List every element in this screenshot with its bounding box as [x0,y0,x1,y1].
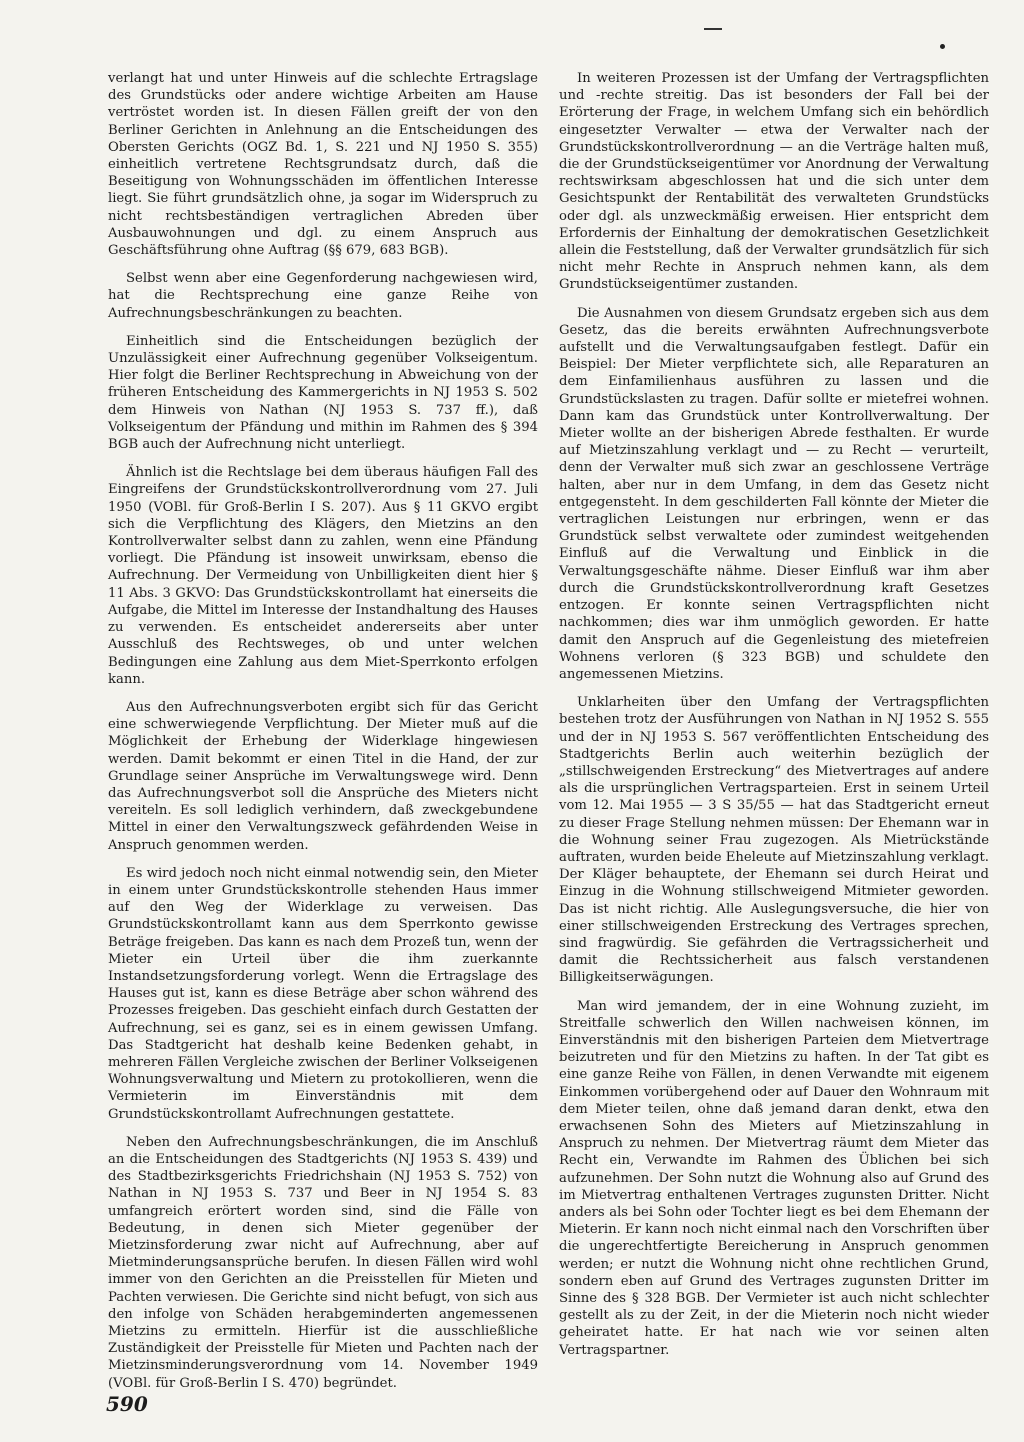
paragraph: Neben den Aufrechnungsbeschränkungen, die im Anschluß an die Entscheidungen des Stadtgerichts (NJ 1953 S. 439) und des Stadtbezirksgerichts Friedrichshain (NJ 1953 S. 752) von Nathan in NJ 1953 S. 737 und Beer in NJ 1954 S. 83 umfangreich erörtert worden sind, sind die Fälle von Bedeutung, in denen sich Mieter gegenüber der Mietzinsforderung zwar nicht auf Aufrechnung, aber auf Mietminderungsansprüche berufen. In diesen Fällen wird wohl immer von den Gerichten an die Preisstellen für Mieten und Pachten verwiesen. Die Gerichte sind nicht befugt, von sich aus den infolge von Schäden herabgeminderten angemessenen Mietzins zu ermitteln. Hierfür ist die ausschließliche Zuständigkeit der Preisstelle für Mieten und Pachten nach der Mietzinsminderungsverordnung vom 14. November 1949 (VOBl. für Groß-Berlin I S. 470) begründet. [108,1134,538,1391]
paragraph: Ähnlich ist die Rechtslage bei dem überaus häufigen Fall des Eingreifens der Grundstückskontrollverordnung vom 27. Juli 1950 (VOBl. für Groß-Berlin I S. 207). Aus § 11 GKVO ergibt sich die Verpflichtung des Klägers, den Mietzins an den Kontrollverwalter selbst dann zu zahlen, wenn eine Pfändung vorliegt. Die Pfändung ist insoweit unwirksam, ebenso die Aufrechnung. Der Vermeidung von Unbilligkeiten dient hier § 11 Abs. 3 GKVO: Das Grundstückskontrollamt hat einerseits die Aufgabe, die Mittel im Interesse der Instandhaltung des Hauses zu verwenden. Es entscheidet andererseits aber unter Ausschluß des Rechtsweges, ob und unter welchen Bedingungen eine Zahlung aus dem Miet-Sperrkonto erfolgen kann. [108,465,538,687]
paragraph: Aus den Aufrechnungsverboten ergibt sich für das Gericht eine schwerwiegende Verpflichtung. Der Mieter muß auf die Möglichkeit der Erhebung der Widerklage hingewiesen werden. Damit bekommt er einen Titel in die Hand, der zur Grundlage seiner Ansprüche im Verwaltungswege wird. Denn das Aufrechnungsverbot soll die Ansprüche des Mieters nicht vereiteln. Es soll lediglich verhindern, daß zweckgebundene Mittel in einer den Verwaltungszweck gefährdenden Weise in Anspruch genommen werden. [108,699,538,853]
paragraph: Einheitlich sind die Entscheidungen bezüglich der Unzulässigkeit einer Aufrechnung gegenüber Volkseigentum. Hier folgt die Berliner Rechtsprechung in Abweichung von der früheren Entscheidung des Kammergerichts in NJ 1953 S. 502 dem Hinweis von Nathan (NJ 1953 S. 737 ff.), daß Volkseigentum der Pfändung und mithin im Rahmen des § 394 BGB auch der Aufrechnung nicht unterliegt. [108,333,538,453]
right-column [559,70,989,1370]
paragraph: Die Ausnahmen von diesem Grundsatz ergeben sich aus dem Gesetz, das die bereits erwähnten Aufrechnungsverbote aufstellt und die Verwaltungsaufgaben festlegt. Dafür ein Beispiel: Der Mieter verpflichtete sich, alle Reparaturen an dem Einfamilienhaus ausführen zu lassen und die Grundstückslasten zu tragen. Dafür sollte er mietefrei wohnen. Dann kam das Grundstück unter Kontrollverwaltung. Der Mieter wollte an der bisherigen Abrede festhalten. Er wurde auf Mietzinszahlung verklagt und — zu Recht — verurteilt, denn der Verwalter muß sich zwar an geschlossene Verträge halten, aber nur in dem Umfang, in dem das Gesetz nicht entgegensteht. In dem geschilderten Fall könnte der Mieter die vertraglichen Leistungen nur erbringen, wenn er das Grundstück selbst verwaltete oder zumindest weitgehenden Einfluß auf die Verwaltung und Einblick in die Verwaltungsgeschäfte nähme. Dieser Einfluß war ihm aber durch die Grundstückskontrollverordnung kraft Gesetzes entzogen. Er konnte seinen Vertragspflichten nicht nachkommen; dies war ihm unmöglich geworden. Er hatte damit den Anspruch auf die Gegenleistung des mietefreien Wohnens verloren (§ 323 BGB) und schuldete den angemessenen Mietzins. [559,305,989,682]
page-mark-dot [940,44,945,49]
page-mark-dash [704,28,722,30]
paragraph: Es wird jedoch noch nicht einmal notwendig sein, den Mieter in einem unter Grundstückskontrolle stehenden Haus immer auf den Weg der Widerklage zu verweisen. Das Grundstückskontrollamt kann aus dem Sperrkonto gewisse Beträge freigeben. Das kann es nach dem Prozeß tun, wenn der Mieter ein Urteil über die ihm zuerkannte Instandsetzungsforderung vorlegt. Wenn die Ertragslage des Hauses gut ist, kann es diese Beträge aber schon während des Prozesses freigeben. Das geschieht einfach durch Gestatten der Aufrechnung, sei es ganz, sei es in einem gewissen Umfang. Das Stadtgericht hat deshalb keine Bedenken gehabt, in mehreren Fällen Vergleiche zwischen der Berliner Volkseigenen Wohnungsverwaltung und Mietern zu protokollieren, wenn die Vermieterin im Einverständnis mit dem Grundstückskontrollamt Aufrechnungen gestattete. [108,865,538,1122]
paragraph: In weiteren Prozessen ist der Umfang der Vertragspflichten und -rechte streitig. Das ist besonders der Fall bei der Erörterung der Frage, in welchem Umfang sich ein behördlich eingesetzter Verwalter — etwa der Verwalter nach der Grundstückskontrollverordnung — an die Verträge halten muß, die der Grundstückseigentümer vor Anordnung der Verwaltung rechtswirksam abgeschlossen hat und die sich unter dem Gesichtspunkt der Rentabilität des verwalteten Grundstücks oder dgl. als unzweckmäßig erweisen. Hier entspricht dem Erfordernis der Einhaltung der demokratischen Gesetzlichkeit allein die Feststellung, daß der Verwalter grundsätzlich für sich nicht mehr Rechte in Anspruch nehmen kann, als dem Grundstückseigentümer zustanden. [559,71,989,293]
page-number: 590 [106,1392,148,1416]
paragraph: Unklarheiten über den Umfang der Vertragspflichten bestehen trotz der Ausführungen von Nathan in NJ 1952 S. 555 und der in NJ 1953 S. 567 veröffentlichten Entscheidung des Stadtgerichts Berlin auch weiterhin bezüglich der „stillschweigenden Erstreckung“ des Mietvertrages auf andere als die ursprünglichen Vertragsparteien. Erst in seinem Urteil vom 12. Mai 1955 — 3 S 35/55 — hat das Stadtgericht erneut zu dieser Frage Stellung nehmen müssen: Der Ehemann war in die Wohnung seiner Frau zugezogen. Als Mietrückstände auftraten, wurden beide Eheleute auf Mietzinszahlung verklagt. Der Kläger behauptete, der Ehemann sei durch Heirat und Einzug in die Wohnung stillschweigend Mitmieter geworden. Das ist nicht richtig. Alle Auslegungsversuche, die hier von einer stillschweigenden Erstreckung des Vertrages sprechen, sind fragwürdig. Sie gefährden die Vertragssicherheit und damit die Rechtssicherheit aus falsch verstandenen Billigkeitserwägungen. [559,695,989,986]
paragraph: Selbst wenn aber eine Gegenforderung nachgewiesen wird, hat die Rechtsprechung eine ganze Reihe von Aufrechnungsbeschränkungen zu beachten. [108,271,538,321]
paragraph: Man wird jemandem, der in eine Wohnung zuzieht, im Streitfalle schwerlich den Willen nachweisen können, im Einverständnis mit den bisherigen Parteien dem Mietvertrage beizutreten und für den Mietzins zu haften. In der Tat gibt es eine ganze Reihe von Fällen, in denen Verwandte mit eigenem Einkommen vorübergehend oder auf Dauer den Wohnraum mit dem Mieter teilen, ohne daß jemand daran denkt, etwa den erwachsenen Sohn des Mieters auf Mietzinszahlung in Anspruch zu nehmen. Der Mietvertrag räumt dem Mieter das Recht ein, Verwandte im Rahmen des Üblichen bei sich aufzunehmen. Der Sohn nutzt die Wohnung also auf Grund des im Mietvertrag enthaltenen Vertrages zugunsten Dritter. Nicht anders als bei Sohn oder Tochter liegt es bei dem Ehemann der Mieterin. Er kann noch nicht einmal nach den Vorschriften über die ungerechtfertigte Bereicherung in Anspruch genommen werden; er nutzt die Wohnung nicht ohne rechtlichen Grund, sondern eben auf Grund des Vertrages zugunsten Dritter im Sinne des § 328 BGB. Der Vermieter ist auch nicht schlechter gestellt als zu der Zeit, in der die Mieterin noch nicht wieder geheiratet hatte. Er hat nach wie vor seinen alten Vertragspartner. [559,998,989,1358]
paragraph: verlangt hat und unter Hinweis auf die schlechte Ertragslage des Grundstücks oder andere wichtige Arbeiten am Hause vertröstet worden ist. In diesen Fällen greift der von den Berliner Gerichten in Anlehnung an die Entscheidungen des Obersten Gerichts (OGZ Bd. 1, S. 221 und NJ 1950 S. 355) einheitlich vertretene Rechtsgrundsatz durch, daß die Beseitigung von Wohnungsschäden im öffentlichen Interesse liegt. Sie führt grundsätzlich ohne, ja sogar im Widerspruch zu nicht rechtsbeständigen vertraglichen Abreden über Ausbauwohnungen und dgl. zu einem Anspruch aus Geschäftsführung ohne Auftrag (§§ 679, 683 BGB). [108,71,538,259]
left-column [108,70,538,1403]
